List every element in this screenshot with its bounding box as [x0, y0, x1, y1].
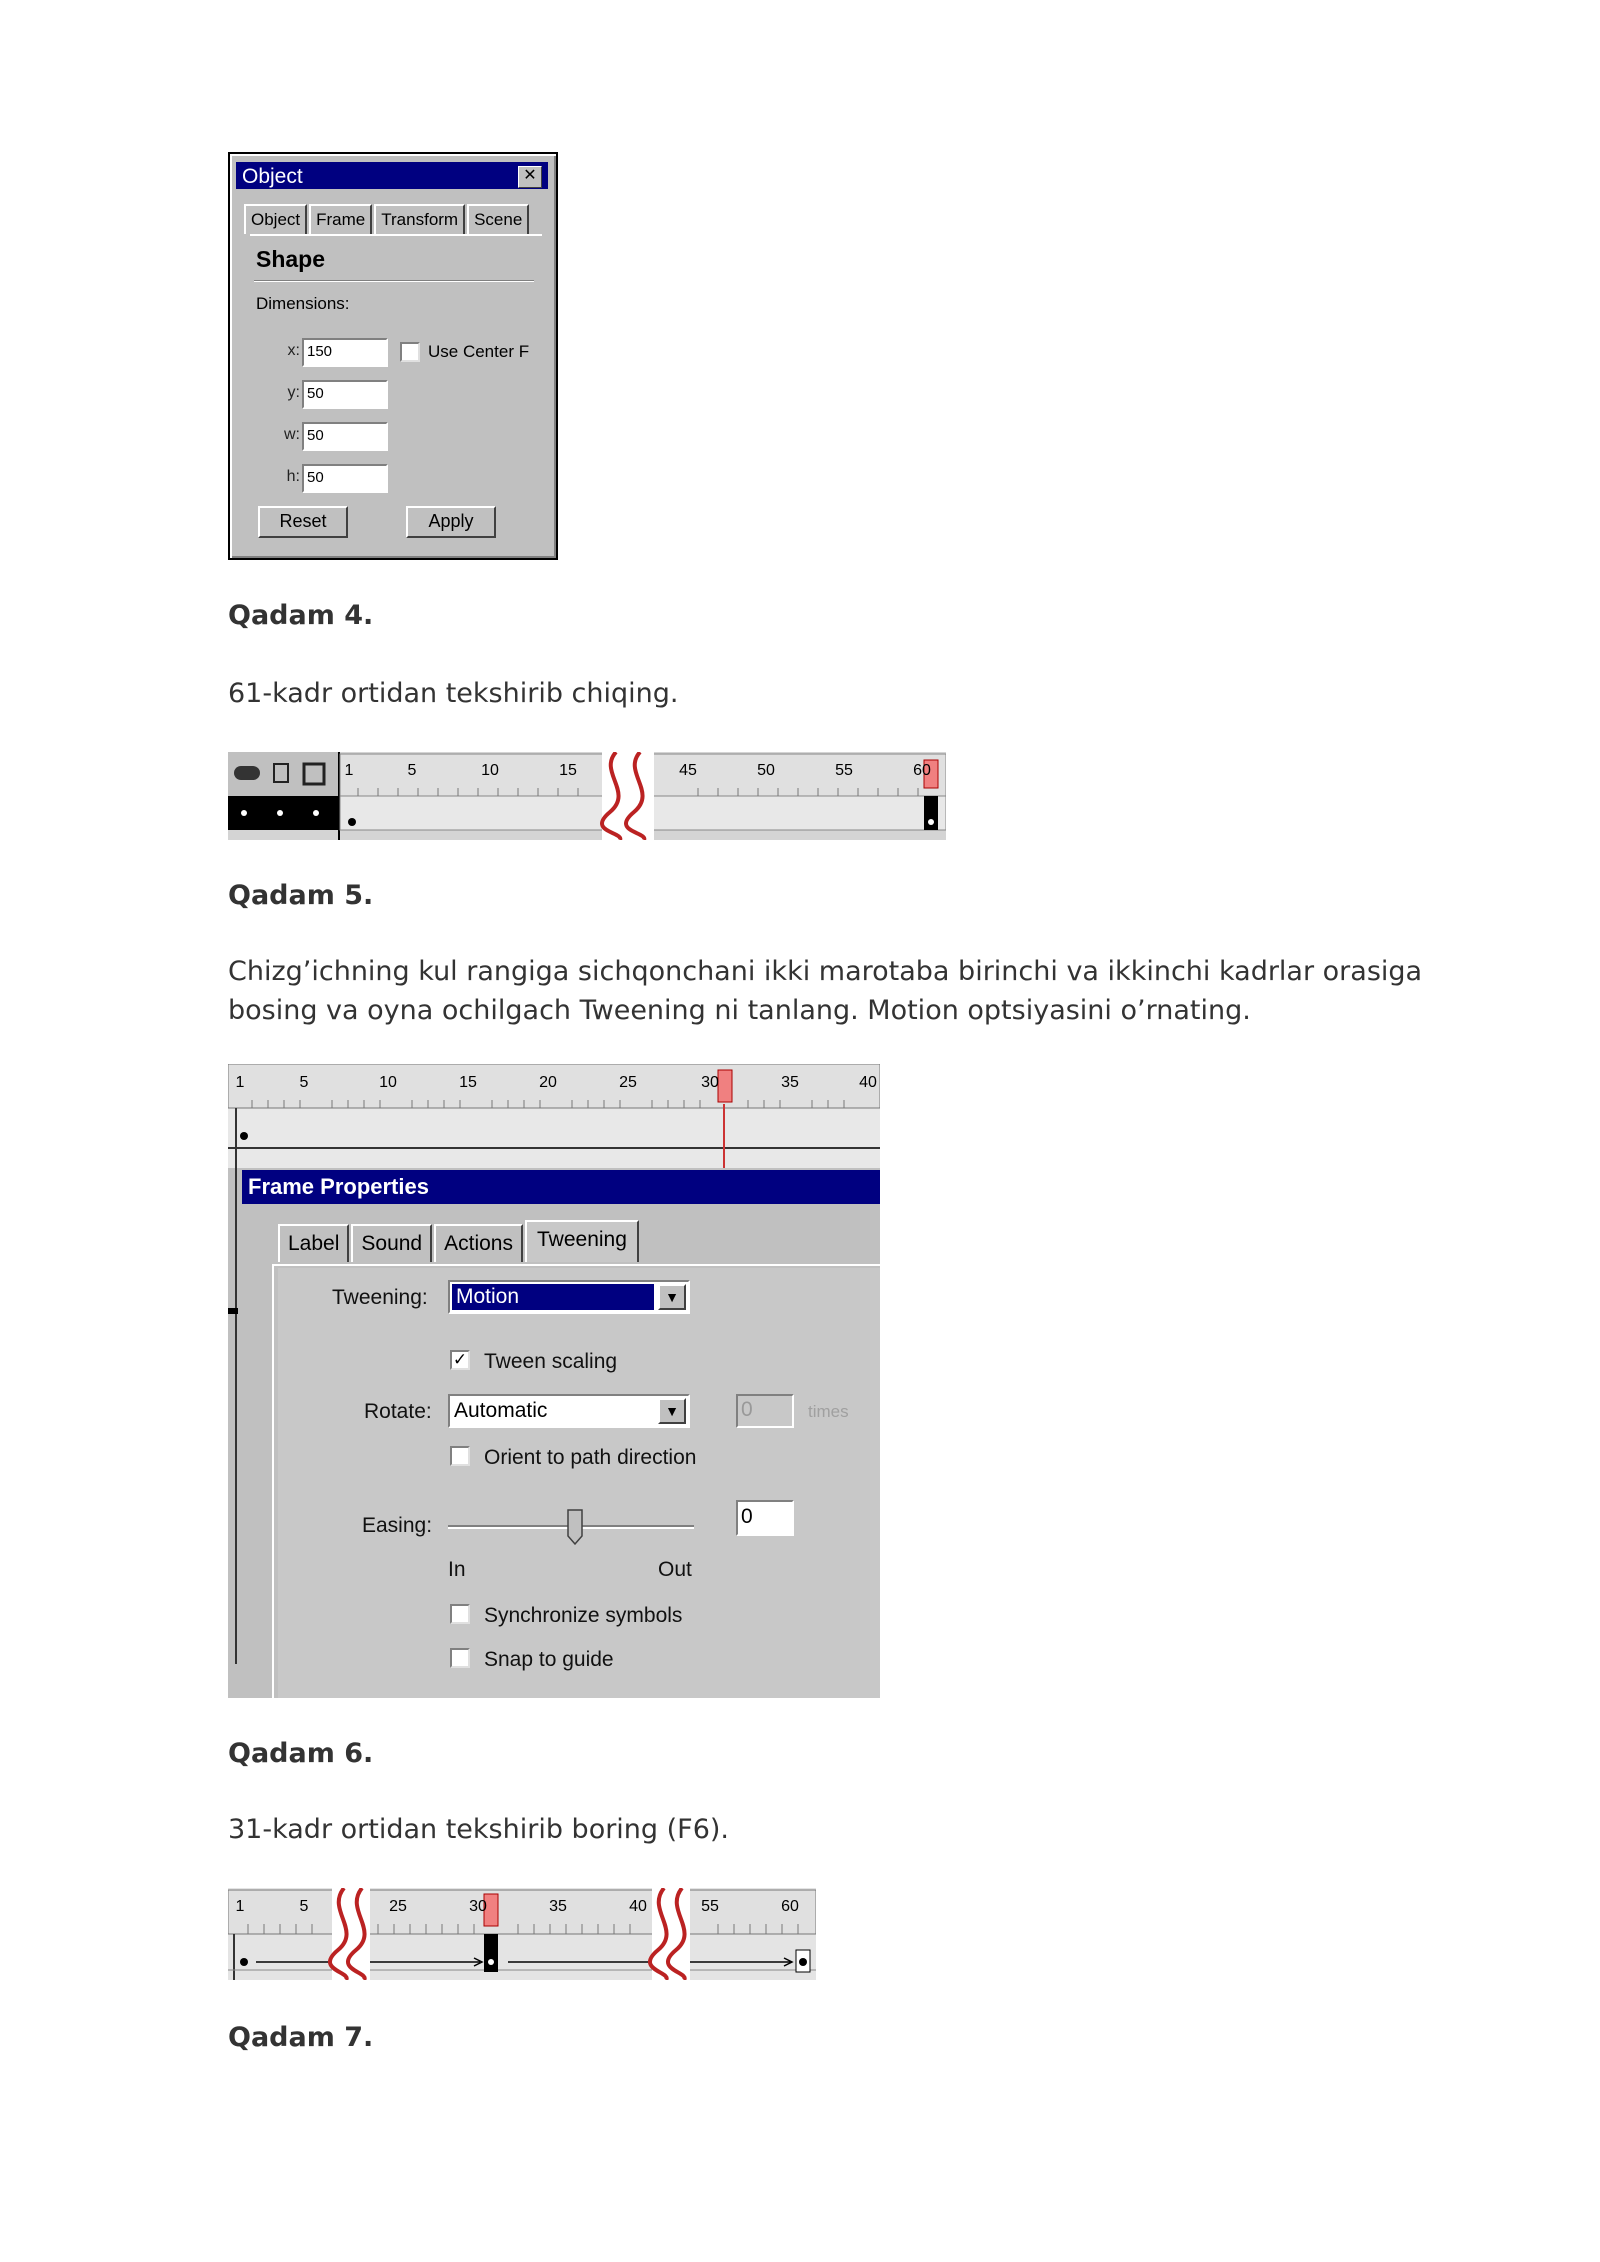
- tweening-value: Motion: [452, 1284, 654, 1310]
- tick-label: 25: [389, 1898, 407, 1915]
- step6-heading: Qadam 6.: [228, 1738, 374, 1769]
- tween-scaling-label: Tween scaling: [484, 1350, 618, 1373]
- tab-frame[interactable]: Frame: [309, 204, 372, 234]
- section-title: Shape: [256, 246, 326, 272]
- frame-properties-title: Frame Properties: [248, 1174, 429, 1199]
- tick-label: 55: [835, 762, 853, 779]
- x-label: x:: [287, 342, 300, 359]
- tick-label: 5: [299, 1898, 309, 1915]
- tick-label: 55: [701, 1898, 719, 1915]
- w-input[interactable]: 50: [302, 422, 388, 451]
- divider: [254, 280, 534, 282]
- step6-text: 31-kadr ortidan tekshirib boring (F6).: [228, 1814, 730, 1845]
- object-panel: [228, 152, 558, 560]
- easing-input[interactable]: 0: [736, 1500, 794, 1536]
- close-icon[interactable]: ✕: [518, 166, 542, 188]
- use-center-checkbox[interactable]: [400, 342, 420, 362]
- w-label: w:: [284, 426, 300, 443]
- tick-label: 35: [781, 1074, 799, 1091]
- tick-label: 45: [679, 762, 697, 779]
- tick-label: 1: [344, 762, 354, 779]
- tab-object[interactable]: Object: [244, 204, 307, 234]
- step7-heading: Qadam 7.: [228, 2022, 374, 2053]
- x-input[interactable]: 150: [302, 338, 388, 367]
- tick-label: 1: [235, 1898, 245, 1915]
- times-input: 0: [736, 1394, 794, 1428]
- easing-in-label: In: [448, 1558, 466, 1581]
- object-panel-title: Object: [242, 165, 303, 188]
- tweening-label: Tweening:: [332, 1286, 428, 1309]
- step5-heading: Qadam 5.: [228, 880, 374, 911]
- tab-sound[interactable]: Sound: [351, 1224, 432, 1262]
- tick-label: 10: [379, 1074, 397, 1091]
- synchronize-checkbox[interactable]: [450, 1604, 470, 1624]
- easing-out-label: Out: [658, 1558, 692, 1581]
- rotate-select[interactable]: [448, 1394, 690, 1428]
- frame-properties-screenshot: [228, 1064, 880, 1698]
- tab-divider: [250, 234, 542, 236]
- snap-checkbox[interactable]: [450, 1648, 470, 1668]
- timeline-3: [228, 1888, 816, 1980]
- tick-label: 35: [549, 1898, 567, 1915]
- tick-label: 60: [781, 1898, 799, 1915]
- tick-label: 40: [859, 1074, 877, 1091]
- rotate-label: Rotate:: [364, 1400, 432, 1423]
- rotate-value: Automatic: [454, 1399, 548, 1422]
- tick-label: 15: [559, 762, 577, 779]
- chevron-down-icon[interactable]: ▼: [658, 1398, 686, 1424]
- reset-button[interactable]: Reset: [258, 506, 348, 538]
- tick-label: 60: [913, 762, 931, 779]
- tab-actions[interactable]: Actions: [434, 1224, 523, 1262]
- y-input[interactable]: 50: [302, 380, 388, 409]
- tab-scene[interactable]: Scene: [467, 204, 529, 234]
- tick-label: 1: [235, 1074, 245, 1091]
- tick-label: 10: [481, 762, 499, 779]
- orient-checkbox[interactable]: [450, 1446, 470, 1466]
- tick-label: 5: [299, 1074, 309, 1091]
- tab-transform[interactable]: Transform: [374, 204, 465, 234]
- tick-label: 15: [459, 1074, 477, 1091]
- object-panel-titlebar: [236, 162, 548, 189]
- h-label: h:: [286, 468, 300, 485]
- tick-label: 20: [539, 1074, 557, 1091]
- timeline-3-graphic: [228, 1888, 816, 1980]
- tab-label[interactable]: Label: [278, 1224, 349, 1262]
- chevron-down-icon[interactable]: ▼: [658, 1284, 686, 1310]
- tab-tweening[interactable]: Tweening: [525, 1220, 639, 1262]
- step4-heading: Qadam 4.: [228, 600, 374, 631]
- synchronize-label: Synchronize symbols: [484, 1604, 683, 1627]
- step4-text: 61-kadr ortidan tekshirib chiqing.: [228, 678, 679, 709]
- h-input[interactable]: 50: [302, 464, 388, 493]
- frame-properties-graphic: [228, 1064, 880, 1698]
- object-panel-tabs: [244, 204, 531, 234]
- tween-scaling-checkbox[interactable]: ✓: [450, 1350, 470, 1370]
- easing-label: Easing:: [362, 1514, 433, 1537]
- tick-label: 50: [757, 762, 775, 779]
- easing-slider-thumb[interactable]: [564, 1504, 588, 1546]
- orient-label: Orient to path direction: [484, 1446, 697, 1469]
- use-center-label: Use Center F: [428, 342, 530, 361]
- apply-button[interactable]: Apply: [406, 506, 496, 538]
- snap-label: Snap to guide: [484, 1648, 614, 1671]
- timeline-1: [228, 752, 946, 840]
- tick-label: 5: [407, 762, 417, 779]
- tick-label: 25: [619, 1074, 637, 1091]
- times-label: times: [808, 1402, 849, 1421]
- tick-label: 30: [469, 1898, 487, 1915]
- frame-properties-tabs: [278, 1224, 641, 1262]
- y-label: y:: [287, 384, 300, 401]
- tick-label: 40: [629, 1898, 647, 1915]
- tweening-select[interactable]: [448, 1280, 690, 1314]
- dimensions-label: Dimensions:: [256, 294, 350, 313]
- tick-label: 30: [701, 1074, 719, 1091]
- step5-text: Chizg’ichning kul rangiga sichqonchani ikki marotaba birinchi va ikkinchi kadrlar orasiga bosing va oyna ochilgach Tweening ni tanlang. Motion optsiyasini o’rnating.: [228, 956, 1423, 1026]
